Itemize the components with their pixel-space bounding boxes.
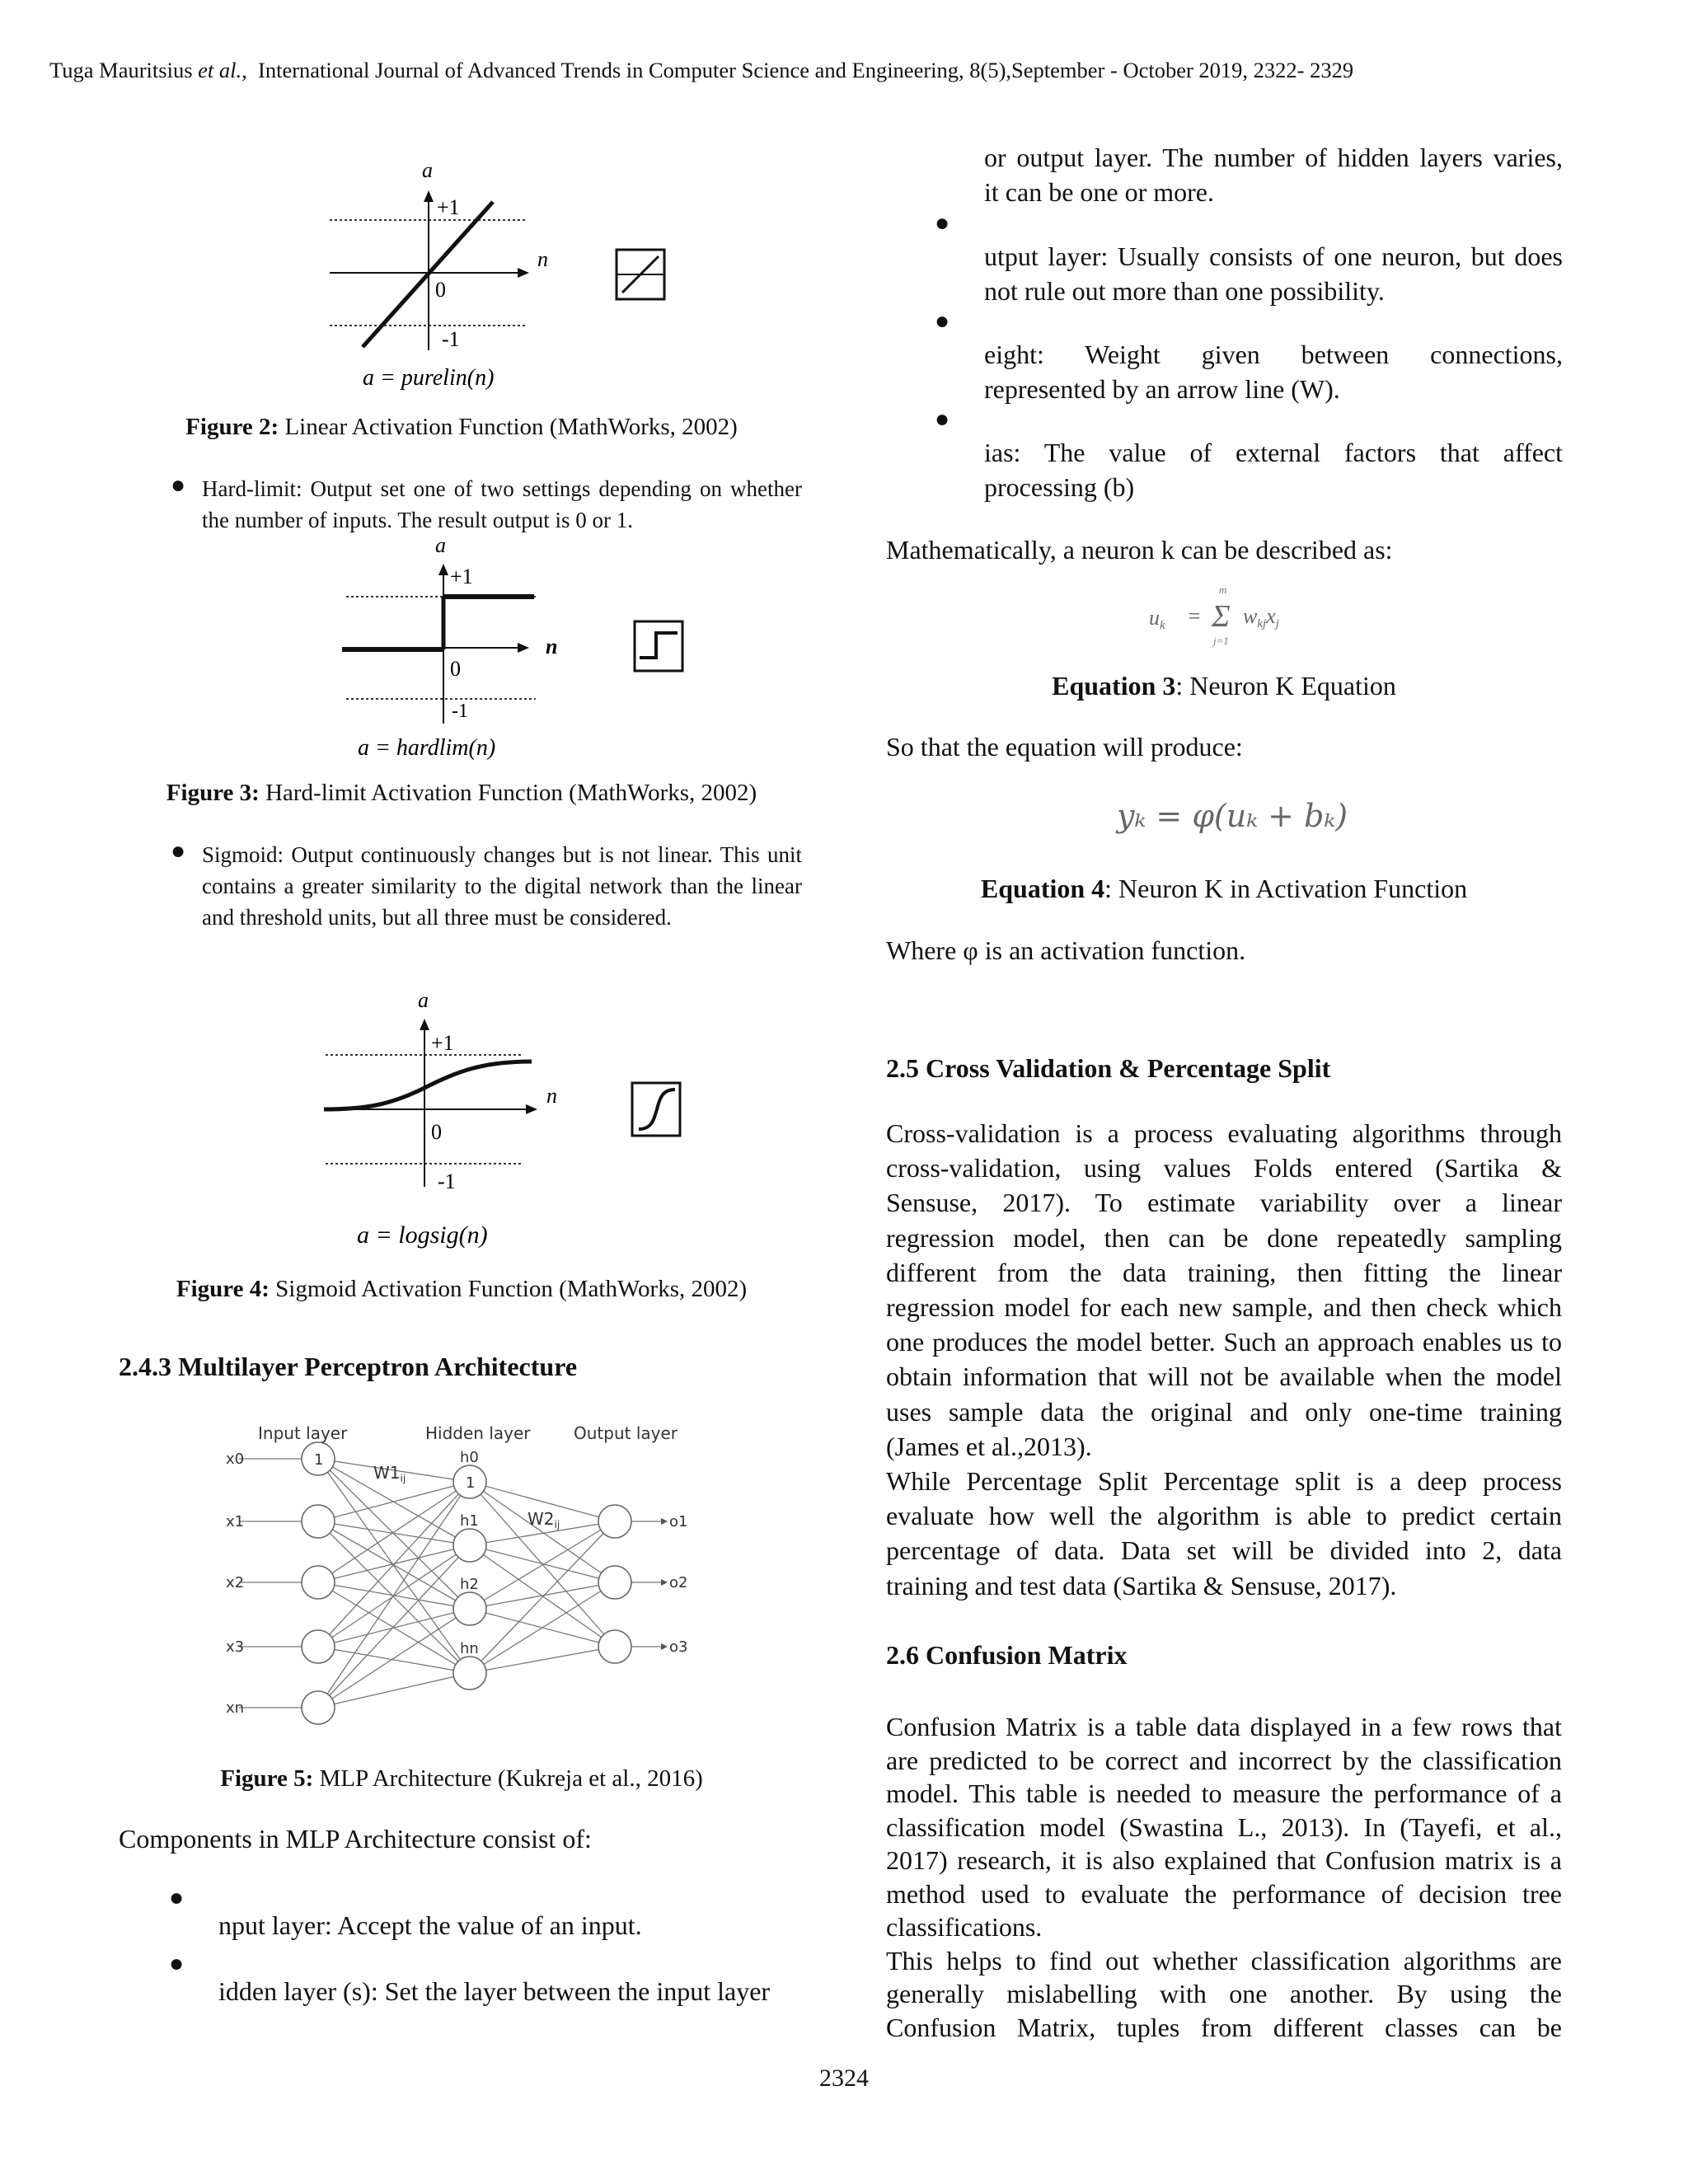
equation-4: yₖ = φ(uₖ + bₖ) xyxy=(1117,798,1348,834)
input-layer-label: Input layer xyxy=(258,1423,348,1443)
cross-validation-paragraph xyxy=(886,1116,1562,1603)
paragraph-line: one produces the model better. Such an approach enables us to xyxy=(886,1327,1562,1357)
logsig-formula: a = logsig(n) xyxy=(357,1221,488,1249)
paragraph-line: (James et al.,2013). xyxy=(886,1431,1092,1461)
input-node xyxy=(302,1691,335,1724)
eq3-term: wkjxj xyxy=(1243,604,1279,630)
paragraph-line: Sensuse, 2017). To estimate variability over a linear xyxy=(886,1188,1562,1218)
input-node-label: x0 xyxy=(226,1451,245,1468)
axis-a-label: a xyxy=(418,988,429,1012)
bullet-dot: ● xyxy=(169,1950,185,1977)
input-node xyxy=(302,1505,335,1538)
hardlim-formula: a = hardlim(n) xyxy=(358,735,496,761)
paragraph-line: Confusion Matrix, tuples from different classes can be xyxy=(886,2012,1562,2042)
input-node-label: x1 xyxy=(226,1513,245,1530)
linear-plot xyxy=(313,152,692,400)
hidden-node xyxy=(453,1657,486,1690)
hidden-node-label: hn xyxy=(460,1640,479,1657)
axis-n-label: n xyxy=(537,247,548,271)
hidden-node-label: h1 xyxy=(460,1512,479,1530)
section-heading-2-5: 2.5 Cross Validation & Percentage Split xyxy=(886,1053,1331,1083)
axis-n-label: n xyxy=(546,1084,557,1108)
equation-4-caption: Equation 4: Neuron K in Activation Function xyxy=(980,874,1468,903)
hidden-layer-label: Hidden layer xyxy=(425,1423,531,1443)
header-etal: et al., xyxy=(198,58,247,82)
output-arrowhead xyxy=(661,1643,668,1650)
axis-n-label: n xyxy=(546,635,558,658)
header-journal: International Journal of Advanced Trends in Computer Science and Engineering, 8(5),September - October 2019, 2322- 2329 xyxy=(258,58,1354,82)
figure-2-caption: Figure 2: Linear Activation Function (MathWorks, 2002) xyxy=(185,414,738,440)
paragraph-line: method used to evaluate the performance of decision tree xyxy=(886,1878,1562,1909)
plus1-label: +1 xyxy=(431,1031,454,1055)
svg-text:=: = xyxy=(1187,604,1202,628)
figure-4-caption: Figure 4: Sigmoid Activation Function (MathWorks, 2002) xyxy=(176,1276,748,1302)
bullet-dot: ● xyxy=(171,837,186,865)
input-node-label: xn xyxy=(226,1699,245,1717)
component-hidden-layer: idden layer (s): Set the layer between the input layer xyxy=(218,1976,771,2006)
input-node xyxy=(302,1566,335,1599)
component-weight: eight: Weight given between connections, represented by an arrow line (W). xyxy=(984,340,1563,405)
minus1-label: -1 xyxy=(438,1169,456,1193)
figure-3-caption: Figure 3: Hard-limit Activation Function (MathWorks, 2002) xyxy=(166,780,757,806)
input-node xyxy=(302,1630,335,1663)
mlp-connection xyxy=(318,1673,470,1708)
confusion-matrix-paragraph xyxy=(886,1710,1562,2044)
hidden-node xyxy=(453,1529,486,1562)
eq3-sum-bottom: j=1 xyxy=(1213,635,1229,647)
output-node-label: o2 xyxy=(669,1574,688,1591)
section-heading-2-6: 2.6 Confusion Matrix xyxy=(886,1640,1128,1670)
math-intro: Mathematically, a neuron k can be described as: xyxy=(886,535,1393,565)
mlp-connection xyxy=(318,1609,470,1708)
bullet-sigmoid: Sigmoid: Output continuously changes but is not linear. This unit contains a greater similarity to the digital network than the linear and threshold units, but all three must be considered. xyxy=(202,842,802,930)
paragraph-line: While Percentage Split Percentage split is a deep process xyxy=(886,1466,1562,1497)
header-author: Tuga Mauritsius xyxy=(49,58,193,82)
bullet-hardlimit: Hard-limit: Output set one of two settings depending on whether the number of inputs. The result output is 0 or 1. xyxy=(202,476,802,532)
mlp-diagram xyxy=(221,1418,701,1755)
bullet-dot: ● xyxy=(935,209,950,237)
paragraph-line: regression model, then can be done repeatedly sampling xyxy=(886,1222,1562,1253)
paragraph-line: Cross-validation is a process evaluating algorithms through xyxy=(886,1118,1562,1148)
paragraph-line: classifications. xyxy=(886,1912,1043,1942)
page-number: 2324 xyxy=(819,2064,869,2092)
components-intro: Components in MLP Architecture consist of: xyxy=(119,1824,592,1854)
component-output-layer: utput layer: Usually consists of one neuron, but does not rule out more than one possibility. xyxy=(984,241,1563,307)
sigmoid-plot xyxy=(317,981,696,1253)
so-that-text: So that the equation will produce: xyxy=(886,732,1243,762)
hidden-layer-continued: or output layer. The number of hidden layers varies, it can be one or more. xyxy=(984,143,1563,208)
eq3-lhs: uk xyxy=(1149,606,1165,632)
component-input-layer: nput layer: Accept the value of an input. xyxy=(218,1910,642,1940)
paragraph-line: cross-validation, using values Folds entered (Sartika & xyxy=(886,1153,1562,1183)
output-arrowhead xyxy=(661,1518,668,1525)
bias-node-value: 1 xyxy=(466,1474,476,1492)
eq3-sigma: Σ xyxy=(1212,599,1231,634)
section-heading-2-4-3: 2.4.3 Multilayer Perceptron Architecture xyxy=(119,1352,578,1381)
output-node xyxy=(598,1566,631,1599)
purelin-formula: a = purelin(n) xyxy=(363,365,495,391)
figure-5-mlp xyxy=(221,1418,701,1755)
mlp-connection xyxy=(470,1545,615,1582)
figure-5-caption: Figure 5: MLP Architecture (Kukreja et al., 2016) xyxy=(220,1765,703,1792)
paragraph-line: different from the data training, then fitting the linear xyxy=(886,1257,1562,1287)
hardlimit-plot xyxy=(330,534,709,765)
equation-3 xyxy=(1146,577,1327,651)
figure-3-hardlimit xyxy=(330,534,709,765)
paragraph-line: uses sample data the original and only one-time training xyxy=(886,1396,1562,1427)
output-node xyxy=(598,1505,631,1538)
output-arrowhead xyxy=(661,1579,668,1586)
mlp-connection xyxy=(470,1482,615,1582)
paragraph-line: This helps to find out whether classification algorithms are xyxy=(886,1945,1562,1975)
zero-label: 0 xyxy=(435,278,446,302)
where-phi-text: Where φ is an activation function. xyxy=(886,935,1246,965)
paragraph-line: are predicted to be correct and incorrect by the classification xyxy=(886,1745,1562,1775)
paragraph-line: 2017) research, it is also explained that Confusion matrix is a xyxy=(886,1845,1562,1875)
eq3-sum-top: m xyxy=(1219,583,1227,596)
minus1-label: -1 xyxy=(442,327,460,351)
paragraph-line: model. This table is needed to measure the performance of a xyxy=(886,1779,1562,1808)
axis-a-label: a xyxy=(422,158,433,182)
mlp-connection xyxy=(318,1521,470,1545)
bullet-dot: ● xyxy=(935,405,950,433)
input-node-label: x3 xyxy=(226,1638,245,1656)
output-node-label: o1 xyxy=(669,1513,688,1530)
zero-label: 0 xyxy=(450,657,461,681)
paragraph-line: obtain information that will not be available when the model xyxy=(886,1361,1562,1392)
hidden-node-label: h0 xyxy=(460,1449,479,1466)
bullet-dot: ● xyxy=(171,471,186,499)
output-layer-label: Output layer xyxy=(574,1423,678,1443)
paragraph-line: Confusion Matrix is a table data displayed in a few rows that xyxy=(886,1712,1562,1741)
paragraph-line: regression model for each new sample, and then check which xyxy=(886,1292,1562,1323)
paragraph-line: classification model (Swastina L., 2013). In (Tayefi, et al., xyxy=(886,1811,1562,1842)
minus1-label: -1 xyxy=(452,701,468,722)
zero-label: 0 xyxy=(431,1120,442,1144)
output-node-label: o3 xyxy=(669,1638,688,1656)
paragraph-line: training and test data (Sartika & Sensuse, 2017). xyxy=(886,1570,1397,1601)
bullet-dot: ● xyxy=(935,307,950,335)
axis-a-label: a xyxy=(435,534,446,557)
running-head xyxy=(49,58,1640,83)
plus1-label: +1 xyxy=(450,565,473,588)
paragraph-line: generally mislabelling with one another. By using the xyxy=(886,1979,1562,2008)
output-node xyxy=(598,1630,631,1663)
figure-2-linear xyxy=(313,152,692,400)
mlp-connection xyxy=(318,1482,470,1647)
w2-label: $W2_{ij}$ xyxy=(528,1509,560,1530)
paragraph-line: evaluate how well the algorithm is able to predict certain xyxy=(886,1501,1562,1531)
figure-4-sigmoid xyxy=(317,981,696,1253)
component-bias: ias: The value of external factors that affect processing (b) xyxy=(984,438,1563,503)
hardlimit-icon xyxy=(635,621,682,671)
w1-label: $W1_{ij}$ xyxy=(373,1463,406,1484)
input-node-label: x2 xyxy=(226,1574,245,1591)
equation-3-caption: Equation 3: Neuron K Equation xyxy=(1052,671,1396,701)
hidden-node-label: h2 xyxy=(460,1576,479,1593)
bullet-dot: ● xyxy=(169,1884,185,1911)
paragraph-line: percentage of data. Data set will be divided into 2, data xyxy=(886,1535,1562,1566)
hidden-node xyxy=(453,1592,486,1625)
bias-node-value: 1 xyxy=(314,1451,324,1469)
mlp-connection xyxy=(318,1545,470,1708)
plus1-label: +1 xyxy=(437,195,460,219)
